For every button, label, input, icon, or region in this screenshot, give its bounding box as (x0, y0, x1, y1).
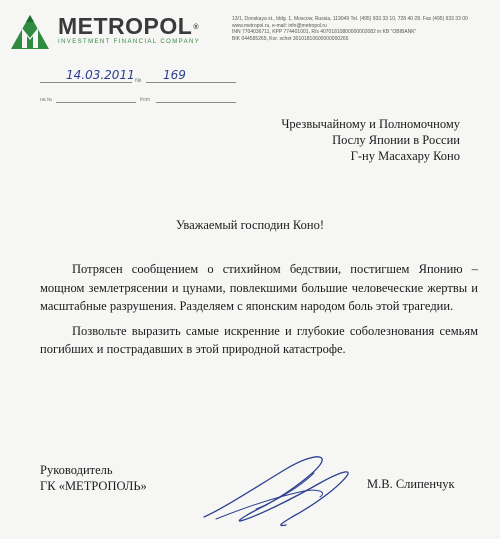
handwritten-signature-icon (196, 447, 364, 531)
number-line (146, 82, 236, 83)
number-label: № (135, 78, 142, 84)
contact-line: www.metropol.ru, e-mail: info@metropol.ru (232, 22, 327, 29)
contact-details (232, 16, 494, 42)
contact-line: INN 7704036711, KPP 774401001, R/s 40701810800000002082 in KB "OBIBANK" (232, 29, 417, 36)
addressee-block (281, 116, 460, 164)
addressee-line: Послу Японии в России (332, 133, 460, 147)
company-name: METROPOL® (58, 13, 200, 39)
company-subtitle: INVESTMENT FINANCIAL COMPANY (58, 39, 201, 45)
contact-line: BIK 044585265, Kor. schet 30101810600000000265 (232, 35, 349, 42)
signatory-name: М.В. Слипенчук (367, 477, 455, 491)
from-line (156, 102, 236, 103)
registered-mark: ® (193, 24, 200, 31)
contact-line: 13/1, Donskaya st., bldg. 1, Moscow, Russia, 119049 Tel. (495) 933 33 10, 728 40 28. Fax (495) 933 33 00 (232, 16, 468, 22)
re-label: на № (40, 97, 53, 103)
handwritten-number: 169 (163, 68, 186, 82)
signatory-title (40, 462, 147, 494)
letter-body (40, 260, 478, 365)
signatory-title-line: ГК «МЕТРОПОЛЬ» (40, 479, 147, 493)
date-line (40, 82, 132, 83)
metropol-logo-icon (10, 14, 50, 50)
handwritten-date: 14.03.2011 (66, 68, 135, 82)
re-line (56, 102, 136, 103)
paragraph: Потрясен сообщением о стихийном бедствии, постигшем Японию – мощном землетрясении и цунами, повлекшими большие человеческие жертвы и масштабные разрушения. Разделяем с японским народом боль этой трагедии. (40, 262, 478, 313)
brand-block (58, 14, 200, 45)
addressee-line: Чрезвычайному и Полномочному (281, 117, 460, 131)
paragraph: Позвольте выразить самые искренние и глубокие соболезнования семьям погибших и пострадавших в этой природной катастрофе. (40, 323, 478, 356)
from-label: from (140, 97, 150, 103)
addressee-line: Г-ну Масахару Коно (350, 149, 460, 163)
salutation: Уважаемый господин Коно! (175, 218, 325, 232)
signatory-title-line: Руководитель (40, 463, 113, 477)
